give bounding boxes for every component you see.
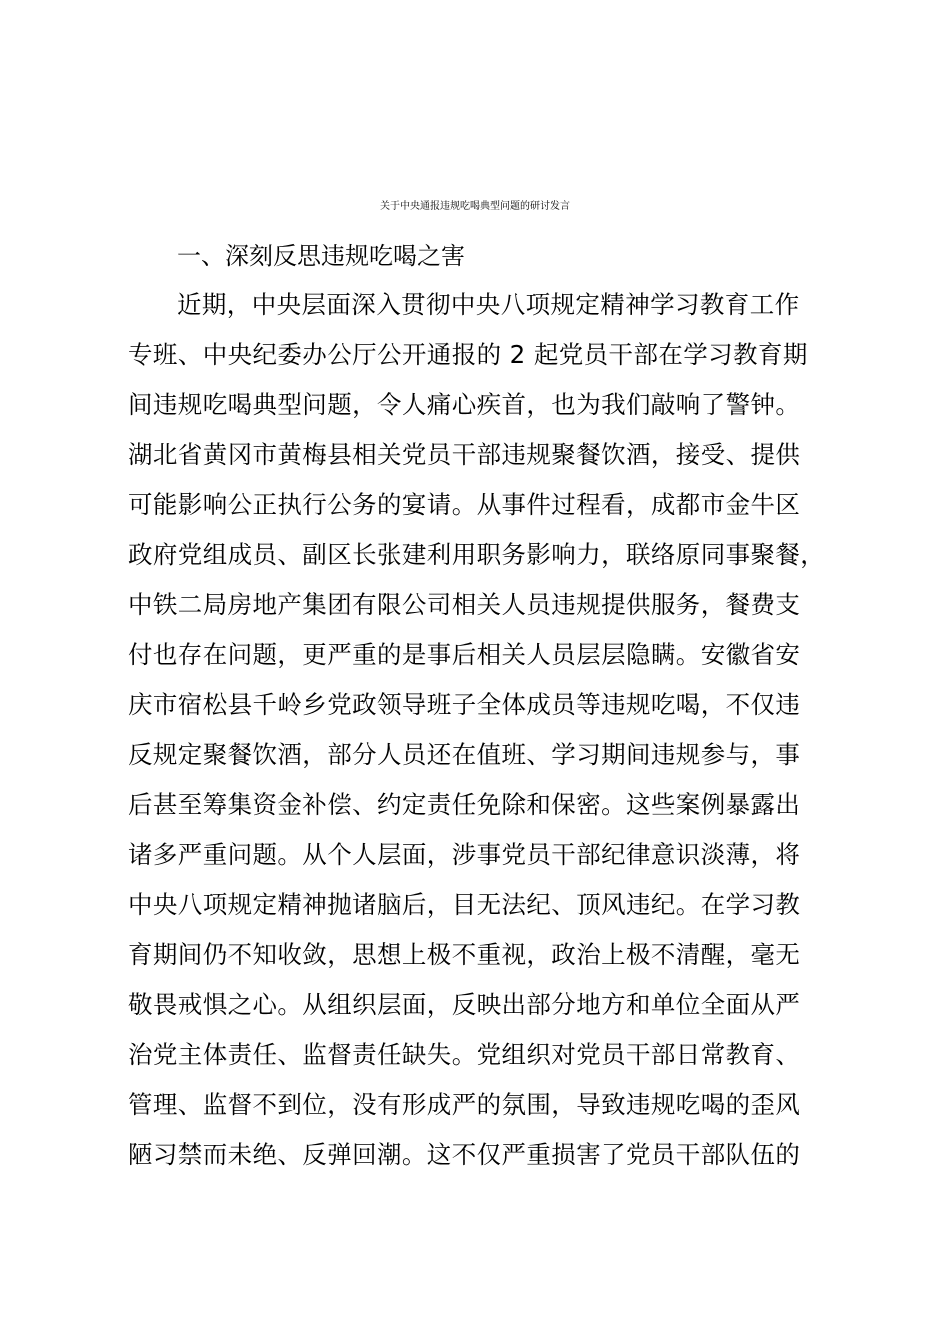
- paragraph-line: 中央八项规定精神抛诸脑后，目无法纪、顶风违纪。在学习教: [128, 890, 801, 919]
- paragraph-line: 付也存在问题，更严重的是事后相关人员层层隐瞒。安徽省安: [128, 640, 801, 669]
- section-heading: 一、深刻反思违规吃喝之害: [177, 242, 465, 270]
- paragraph-line: 后甚至筹集资金补偿、约定责任免除和保密。这些案例暴露出: [128, 790, 801, 819]
- paragraph-line: 政府党组成员、副区长张建利用职务影响力，联络原同事聚餐，: [128, 540, 826, 569]
- paragraph-line: 近期，中央层面深入贯彻中央八项规定精神学习教育工作: [177, 290, 800, 319]
- paragraph-line: 治党主体责任、监督责任缺失。党组织对党员干部日常教育、: [128, 1040, 801, 1069]
- paragraph-line: 育期间仍不知收敛，思想上极不重视，政治上极不清醒，毫无: [128, 940, 801, 969]
- paragraph-line: 管理、监督不到位，没有形成严的氛围，导致违规吃喝的歪风: [128, 1090, 801, 1119]
- paragraph-line: 湖北省黄冈市黄梅县相关党员干部违规聚餐饮酒，接受、提供: [128, 440, 801, 469]
- paragraph-line: 间违规吃喝典型问题，令人痛心疾首，也为我们敲响了警钟。: [128, 390, 801, 419]
- paragraph-line: 专班、中央纪委办公厅公开通报的 2 起党员干部在学习教育期: [128, 340, 808, 369]
- paragraph-line: 诸多严重问题。从个人层面，涉事党员干部纪律意识淡薄，将: [128, 840, 801, 869]
- paragraph-line: 可能影响公正执行公务的宴请。从事件过程看，成都市金牛区: [128, 490, 801, 519]
- paragraph-line: 陋习禁而未绝、反弹回潮。这不仅严重损害了党员干部队伍的: [128, 1140, 801, 1169]
- paragraph-line: 反规定聚餐饮酒，部分人员还在值班、学习期间违规参与，事: [128, 740, 801, 769]
- paragraph-line: 敬畏戒惧之心。从组织层面，反映出部分地方和单位全面从严: [128, 990, 801, 1019]
- paragraph-line: 庆市宿松县千岭乡党政领导班子全体成员等违规吃喝，不仅违: [128, 690, 801, 719]
- paragraph-line: 中铁二局房地产集团有限公司相关人员违规提供服务，餐费支: [128, 590, 801, 619]
- document-title: 关于中央通报违规吃喝典型问题的研讨发言: [380, 201, 570, 212]
